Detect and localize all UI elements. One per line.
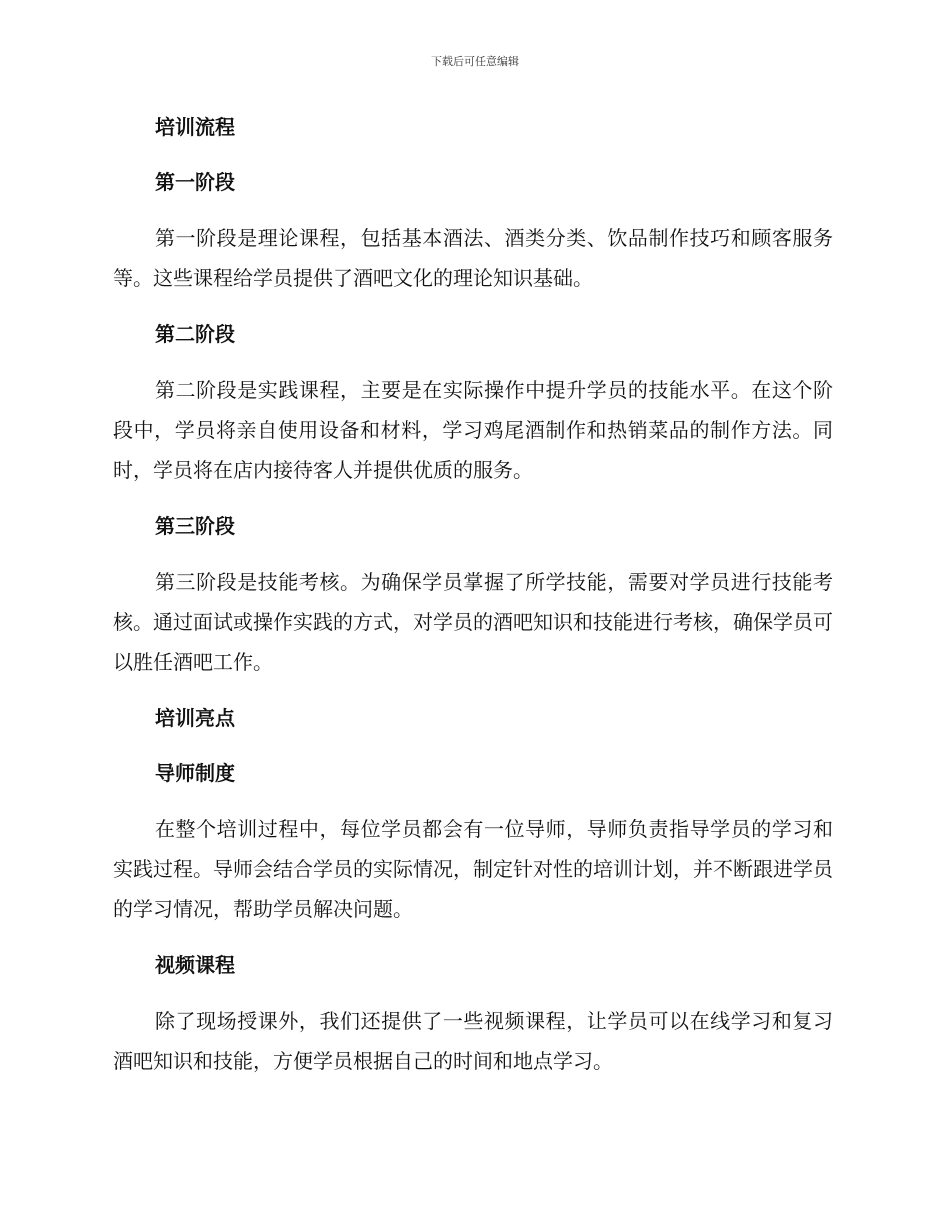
stage3-heading: 第三阶段 (155, 514, 235, 538)
stage1-heading: 第一阶段 (155, 170, 235, 194)
document-body (113, 108, 833, 1081)
mentor-paragraph: 在整个培训过程中，每位学员都会有一位导师，导师负责指导学员的学习和实践过程。导师会结合学员的实际情况，制定针对性的培训计划，并不断跟进学员的学习情况，帮助学员解决问题。 (113, 817, 833, 921)
video-paragraph: 除了现场授课外，我们还提供了一些视频课程，让学员可以在线学习和复习酒吧知识和技能，方便学员根据自己的时间和地点学习。 (113, 1009, 833, 1073)
stage3-paragraph: 第三阶段是技能考核。为确保学员掌握了所学技能，需要对学员进行技能考核。通过面试或操作实践的方式，对学员的酒吧知识和技能进行考核，确保学员可以胜任酒吧工作。 (113, 570, 833, 674)
mentor-heading: 导师制度 (155, 761, 235, 785)
header-note: 下载后可任意编辑 (431, 55, 519, 68)
stage1-paragraph: 第一阶段是理论课程，包括基本酒法、酒类分类、饮品制作技巧和顾客服务等。这些课程给学员提供了酒吧文化的理论知识基础。 (113, 226, 833, 290)
section-heading-highlights: 培训亮点 (155, 706, 235, 730)
section-heading-training-process: 培训流程 (155, 115, 235, 139)
stage2-paragraph: 第二阶段是实践课程，主要是在实际操作中提升学员的技能水平。在这个阶段中，学员将亲自使用设备和材料，学习鸡尾酒制作和热销菜品的制作方法。同时，学员将在店内接待客人并提供优质的服务。 (113, 378, 833, 482)
video-heading: 视频课程 (155, 953, 235, 977)
stage2-heading: 第二阶段 (155, 322, 235, 346)
